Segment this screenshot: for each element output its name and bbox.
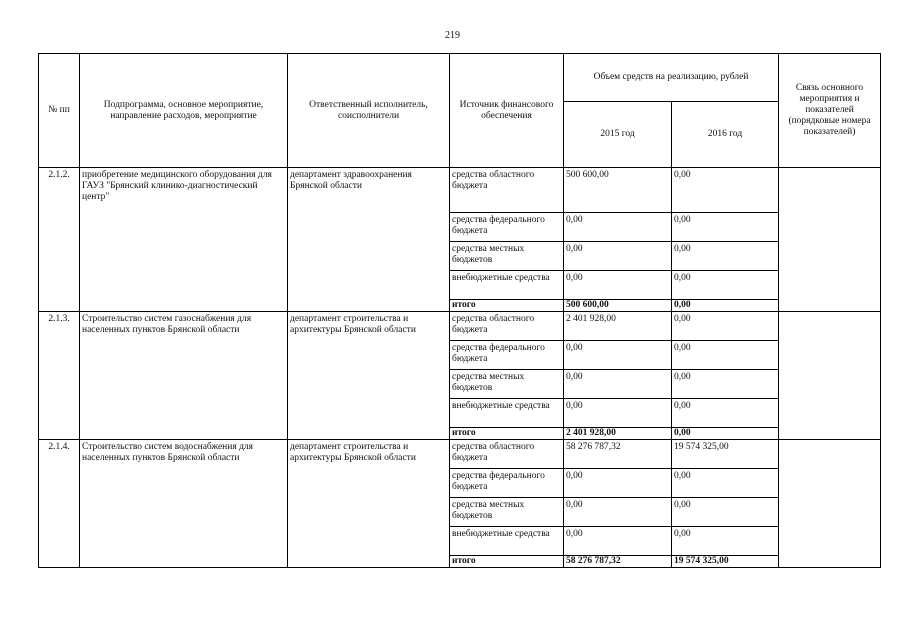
- total-2016: 19 574 325,00: [672, 556, 779, 568]
- indicator-link: [779, 312, 881, 440]
- funding-source: внебюджетные средства: [450, 399, 564, 428]
- amount-2016: 0,00: [672, 213, 779, 242]
- header-program: Подпрограмма, основное мероприятие, направление расходов, мероприятие: [80, 54, 288, 168]
- funding-source: внебюджетные средства: [450, 271, 564, 300]
- table-row: [39, 312, 881, 341]
- amount-2016: 0,00: [672, 469, 779, 498]
- row-number: 2.1.3.: [39, 312, 80, 440]
- activity-name: приобретение медицинского оборудования для ГАУЗ "Брянский клинико-диагностический центр": [80, 168, 288, 312]
- row-number: 2.1.2.: [39, 168, 80, 312]
- amount-2016: 0,00: [672, 498, 779, 527]
- header-year-2016: 2016 год: [672, 102, 779, 168]
- table-body: [39, 168, 881, 568]
- header-no: № пп: [39, 54, 80, 168]
- header-link: Связь основного мероприятия и показателей (порядковые номера показателей): [779, 54, 881, 168]
- amount-2015: 0,00: [564, 527, 672, 556]
- total-label: итого: [450, 428, 564, 440]
- header-executor: Ответственный исполнитель, соисполнители: [288, 54, 450, 168]
- amount-2015: 0,00: [564, 370, 672, 399]
- funding-source: внебюджетные средства: [450, 527, 564, 556]
- funding-source: средства местных бюджетов: [450, 498, 564, 527]
- amount-2016: 0,00: [672, 399, 779, 428]
- funding-source: средства федерального бюджета: [450, 341, 564, 370]
- funding-source: средства областного бюджета: [450, 440, 564, 469]
- funding-source: средства федерального бюджета: [450, 469, 564, 498]
- indicator-link: [779, 440, 881, 568]
- row-number: 2.1.4.: [39, 440, 80, 568]
- table-header: [39, 54, 881, 168]
- header-source: Источник финансового обеспечения: [450, 54, 564, 168]
- executor-name: департамент строительства и архитектуры Брянской области: [288, 440, 450, 568]
- funding-source: средства местных бюджетов: [450, 242, 564, 271]
- table-row: [39, 440, 881, 469]
- amount-2015: 500 600,00: [564, 168, 672, 213]
- funding-source: средства областного бюджета: [450, 312, 564, 341]
- total-2015: 500 600,00: [564, 300, 672, 312]
- amount-2015: 0,00: [564, 399, 672, 428]
- amount-2016: 0,00: [672, 527, 779, 556]
- funding-source: средства местных бюджетов: [450, 370, 564, 399]
- amount-2015: 0,00: [564, 498, 672, 527]
- total-2015: 2 401 928,00: [564, 428, 672, 440]
- table-row: [39, 168, 881, 213]
- page-number: 219: [445, 30, 460, 41]
- header-volume: Объем средств на реализацию, рублей: [564, 54, 779, 102]
- total-2016: 0,00: [672, 428, 779, 440]
- total-label: итого: [450, 300, 564, 312]
- total-2015: 58 276 787,32: [564, 556, 672, 568]
- amount-2016: 0,00: [672, 271, 779, 300]
- amount-2016: 0,00: [672, 341, 779, 370]
- amount-2015: 0,00: [564, 271, 672, 300]
- amount-2015: 0,00: [564, 469, 672, 498]
- funding-source: средства областного бюджета: [450, 168, 564, 213]
- amount-2015: 0,00: [564, 341, 672, 370]
- amount-2015: 2 401 928,00: [564, 312, 672, 341]
- activity-name: Строительство систем газоснабжения для населенных пунктов Брянской области: [80, 312, 288, 440]
- total-2016: 0,00: [672, 300, 779, 312]
- amount-2016: 0,00: [672, 312, 779, 341]
- budget-table: [38, 53, 881, 568]
- amount-2015: 0,00: [564, 242, 672, 271]
- indicator-link: [779, 168, 881, 312]
- executor-name: департамент строительства и архитектуры Брянской области: [288, 312, 450, 440]
- header-year-2015: 2015 год: [564, 102, 672, 168]
- activity-name: Строительство систем водоснабжения для населенных пунктов Брянской области: [80, 440, 288, 568]
- amount-2015: 58 276 787,32: [564, 440, 672, 469]
- amount-2015: 0,00: [564, 213, 672, 242]
- amount-2016: 19 574 325,00: [672, 440, 779, 469]
- funding-source: средства федерального бюджета: [450, 213, 564, 242]
- total-label: итого: [450, 556, 564, 568]
- amount-2016: 0,00: [672, 370, 779, 399]
- amount-2016: 0,00: [672, 168, 779, 213]
- amount-2016: 0,00: [672, 242, 779, 271]
- executor-name: департамент здравоохранения Брянской области: [288, 168, 450, 312]
